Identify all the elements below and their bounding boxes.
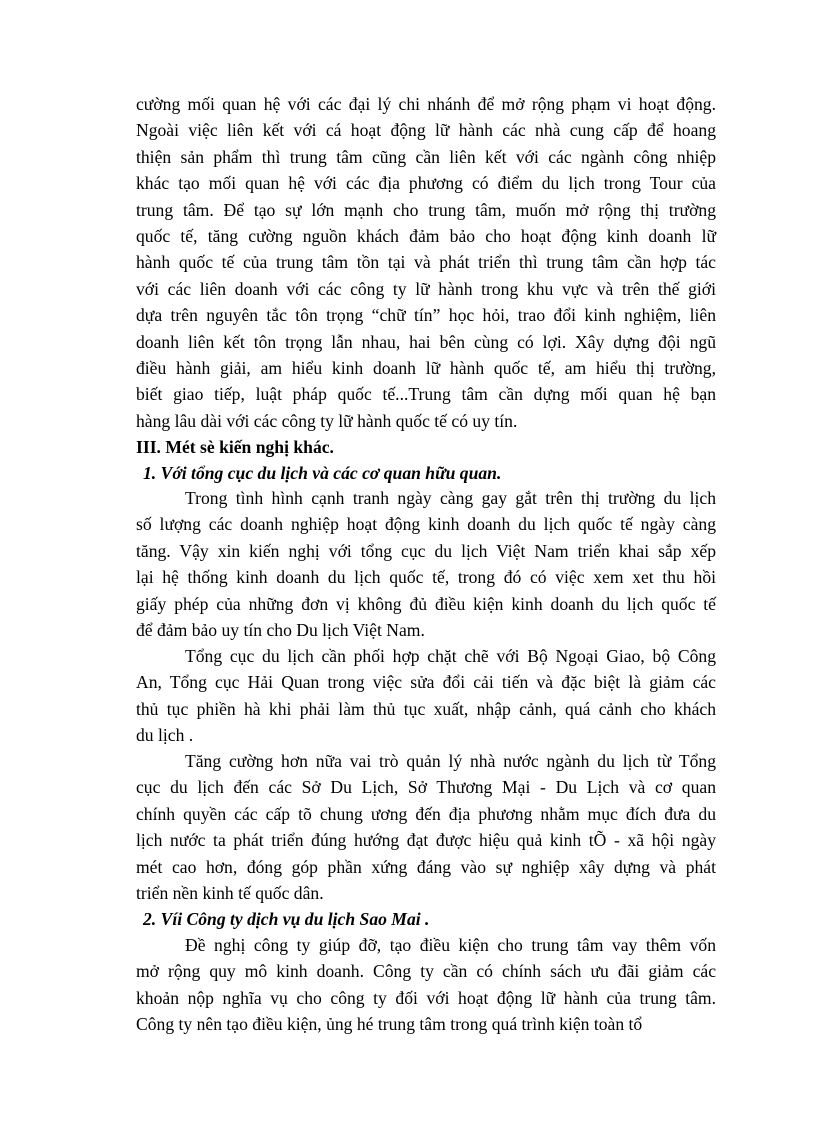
text-line: Tổng cục du lịch cần phối hợp chặt chẽ với Bộ Ngoại Giao, bộ Công: [185, 646, 716, 666]
text-line: hàng lâu dài với các công ty lữ hành quốc tế có uy tín.: [136, 410, 518, 431]
text-line: Đề nghị công ty giúp đỡ, tạo điều kiện cho trung tâm vay thêm vốn: [185, 935, 716, 955]
text-line: khoản nộp nghĩa vụ cho công ty đối với hoạt động lữ hành của trung tâm.: [136, 987, 716, 1008]
text-line: doanh liên kết tôn trọng lẫn nhau, hai bên cùng có lợi. Xây dựng đội ngũ: [136, 331, 716, 352]
text-line: dựa trên nguyên tắc tôn trọng “chữ tín” học hỏi, trao đổi kinh nghiệm, liên: [136, 305, 716, 326]
text-line: lịch nước ta phát triển đúng hướng đạt được hiệu quả kinh tÕ - xã hội ngày: [136, 830, 716, 851]
text-line: triển nền kinh tế quốc dân.: [136, 882, 324, 903]
text-line: Công ty nên tạo điều kiện, ủng hé trung tâm trong quá trình kiện toàn tổ: [136, 1014, 643, 1035]
text-line: khác tạo mối quan hệ với các địa phương có điểm du lịch trong Tour của: [136, 173, 716, 194]
paragraph-coordination: [136, 643, 716, 749]
subheading-sao-mai-company: 2. Víi Công ty dịch vụ du lịch Sao Mai .: [143, 909, 430, 929]
text-line: quốc tế, tăng cường nguồn khách đảm bảo cho hoạt động kinh doanh lữ: [136, 225, 716, 246]
text-line: để đảm bảo uy tín cho Du lịch Việt Nam.: [136, 619, 425, 640]
paragraph-competition: [136, 485, 716, 643]
text-line: tăng. Vậy xin kiến nghị với tổng cục du lịch Việt Nam triển khai sắp xếp: [136, 540, 716, 561]
text-line: An, Tổng cục Hải Quan trong việc sửa đổi cải tiến và đặc biệt là giảm các: [136, 672, 716, 693]
text-line: cục du lịch đến các Sở Du Lịch, Sở Thương Mại - Du Lịch và cơ quan: [136, 777, 716, 798]
text-line: biết giao tiếp, luật pháp quốc tế...Trung tâm cần dựng mối quan hệ bạn: [136, 384, 716, 405]
text-line: thiện sản phẩm thì trung tâm cũng cần liên kết với các ngành công nhiệp: [136, 146, 716, 167]
text-line: Ngoài việc liên kết với cá hoạt động lữ hành các nhà cung cấp để hoang: [136, 120, 716, 141]
text-line: trung tâm. Để tạo sự lớn mạnh cho trung tâm, muốn mở rộng thị trường: [136, 199, 716, 220]
text-line: hành quốc tế của trung tâm tồn tại và phát triển thì trung tâm cần hợp tác: [136, 252, 716, 273]
text-line: du lịch .: [136, 725, 194, 746]
text-line: Trong tình hình cạnh tranh ngày càng gay gắt trên thị trường du lịch: [185, 488, 716, 508]
text-line: lại hệ thống kinh doanh du lịch quốc tế, trong đó có việc xem xet thu hồi: [136, 567, 716, 588]
text-line: chính quyền các cấp tõ chung ương đến địa phương nhằm mục đích đưa du: [136, 803, 716, 824]
text-line: mở rộng quy mô kinh doanh. Công ty cần có chính sách ưu đãi giảm các: [136, 961, 716, 982]
paragraph-state-management: [136, 748, 716, 906]
text-line: với các liên doanh với các công ty lữ hành trong khu vực và trên thế giới: [136, 278, 716, 299]
subheading-tourism-authority: 1. Với tổng cục du lịch và các cơ quan hữu quan.: [143, 463, 502, 483]
text-line: số lượng các doanh nghiệp hoạt động kinh doanh du lịch quốc tế ngày càng: [136, 514, 716, 535]
section-heading: III. Mét sè kiến nghị khác.: [136, 437, 334, 457]
text-line: giấy phép của những đơn vị không đủ điều kiện kinh doanh du lịch quốc tế: [136, 593, 716, 614]
text-line: điều hành giải, am hiểu kinh doanh lữ hành quốc tế, am hiểu thị trường,: [136, 357, 716, 378]
text-line: Tăng cường hơn nữa vai trò quản lý nhà nước ngành du lịch từ Tổng: [185, 751, 716, 771]
paragraph-partnerships: [136, 91, 716, 434]
text-line: cường mối quan hệ với các đại lý chi nhánh để mở rộng phạm vi hoạt động.: [136, 94, 716, 114]
text-line: thủ tục phiền hà khi phải làm thủ tục xuất, nhập cảnh, quá cảnh cho khách: [136, 698, 716, 719]
text-line: mét cao hơn, đóng góp phần xứng đáng vào sự nghiệp xây dựng và phát: [136, 856, 716, 877]
paragraph-company-support: [136, 932, 716, 1038]
